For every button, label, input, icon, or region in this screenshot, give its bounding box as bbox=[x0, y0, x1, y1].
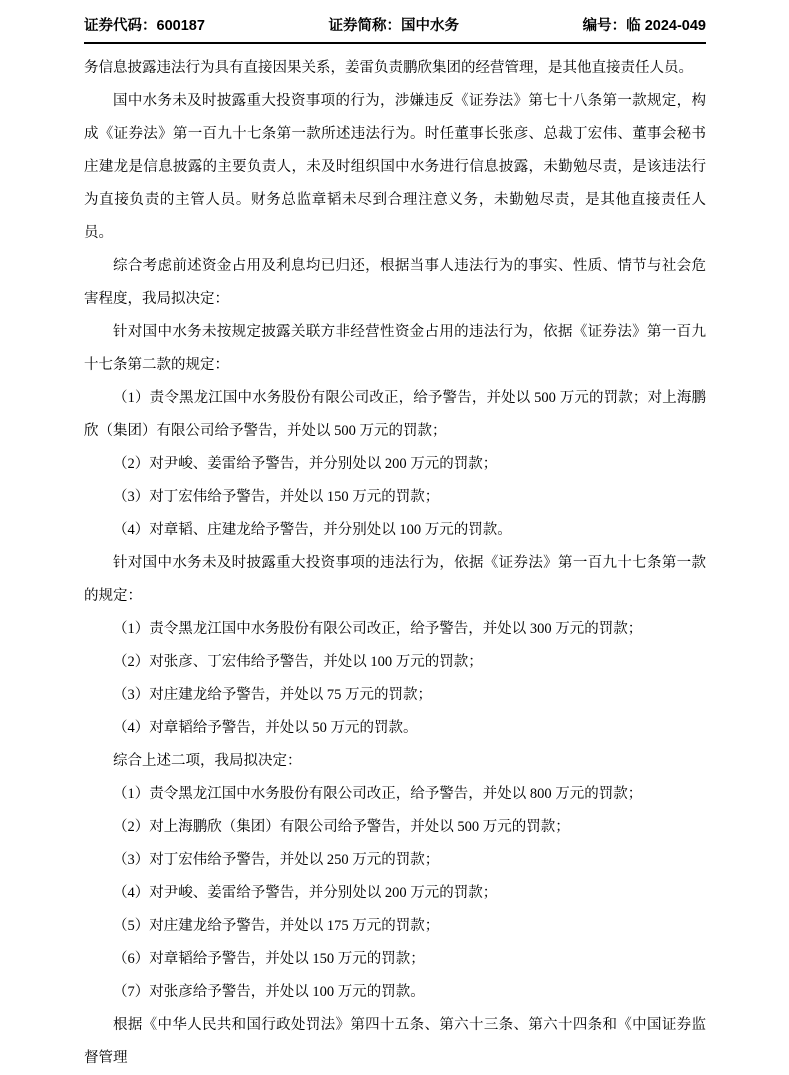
doc-number-label: 编号：临 2024-049 bbox=[582, 18, 706, 34]
paragraph: （1）责令黑龙江国中水务股份有限公司改正，给予警告，并处以 500 万元的罚款；对上海鹏欣（集团）有限公司给予警告，并处以 500 万元的罚款； bbox=[84, 390, 706, 439]
paragraph: 务信息披露违法行为具有直接因果关系，姜雷负责鹏欣集团的经营管理，是其他直接责任人员。 bbox=[84, 60, 693, 76]
paragraph: （6）对章韬给予警告，并处以 150 万元的罚款； bbox=[113, 951, 425, 967]
paragraph: （5）对庄建龙给予警告，并处以 175 万元的罚款； bbox=[113, 918, 440, 934]
paragraph: 根据《中华人民共和国行政处罚法》第四十五条、第六十三条、第六十四条和《中国证券监督管理 bbox=[84, 1017, 706, 1066]
paragraph: （2）对尹峻、姜雷给予警告，并分别处以 200 万元的罚款； bbox=[113, 456, 498, 472]
paragraph: （1）责令黑龙江国中水务股份有限公司改正，给予警告，并处以 800 万元的罚款； bbox=[113, 786, 643, 802]
stock-name-label: 证券简称：国中水务 bbox=[328, 18, 460, 34]
paragraph: （3）对庄建龙给予警告，并处以 75 万元的罚款； bbox=[113, 687, 432, 703]
paragraph: 针对国中水务未按规定披露关联方非经营性资金占用的违法行为，依据《证券法》第一百九十七条第二款的规定： bbox=[84, 324, 706, 373]
paragraph: 综合考虑前述资金占用及利息均已归还，根据当事人违法行为的事实、性质、情节与社会危害程度，我局拟决定： bbox=[84, 258, 706, 307]
paragraph: 针对国中水务未及时披露重大投资事项的违法行为，依据《证券法》第一百九十七条第一款的规定： bbox=[84, 555, 706, 604]
paragraph: （1）责令黑龙江国中水务股份有限公司改正，给予警告，并处以 300 万元的罚款； bbox=[113, 621, 643, 637]
paragraph: 综合上述二项，我局拟决定： bbox=[113, 753, 302, 769]
paragraph: （3）对丁宏伟给予警告，并处以 150 万元的罚款； bbox=[113, 489, 440, 505]
paragraph: （2）对上海鹏欣（集团）有限公司给予警告，并处以 500 万元的罚款； bbox=[113, 819, 570, 835]
paragraph: （4）对尹峻、姜雷给予警告，并分别处以 200 万元的罚款； bbox=[113, 885, 498, 901]
paragraph: （4）对章韬、庄建龙给予警告，并分别处以 100 万元的罚款。 bbox=[113, 522, 512, 538]
stock-code-label: 证券代码：600187 bbox=[84, 18, 205, 34]
document-page bbox=[0, 14, 789, 1066]
document-body bbox=[84, 52, 706, 1075]
paragraph: （3）对丁宏伟给予警告，并处以 250 万元的罚款； bbox=[113, 852, 440, 868]
paragraph: （2）对张彦、丁宏伟给予警告，并处以 100 万元的罚款； bbox=[113, 654, 483, 670]
paragraph: 国中水务未及时披露重大投资事项的行为，涉嫌违反《证券法》第七十八条第一款规定，构成《证券法》第一百九十七条第一款所述违法行为。时任董事长张彦、总裁丁宏伟、董事会秘书庄建龙是信息披露的主要负责人，未及时组织国中水务进行信息披露，未勤勉尽责，是该违法行为直接负责的主管人员。财务总监章韬未尽到合理注意义务，未勤勉尽责，是其他直接责任人员。 bbox=[84, 93, 706, 241]
paragraph: （7）对张彦给予警告，并处以 100 万元的罚款。 bbox=[113, 984, 425, 1000]
paragraph: （4）对章韬给予警告，并处以 50 万元的罚款。 bbox=[113, 720, 418, 736]
document-header bbox=[84, 14, 706, 44]
